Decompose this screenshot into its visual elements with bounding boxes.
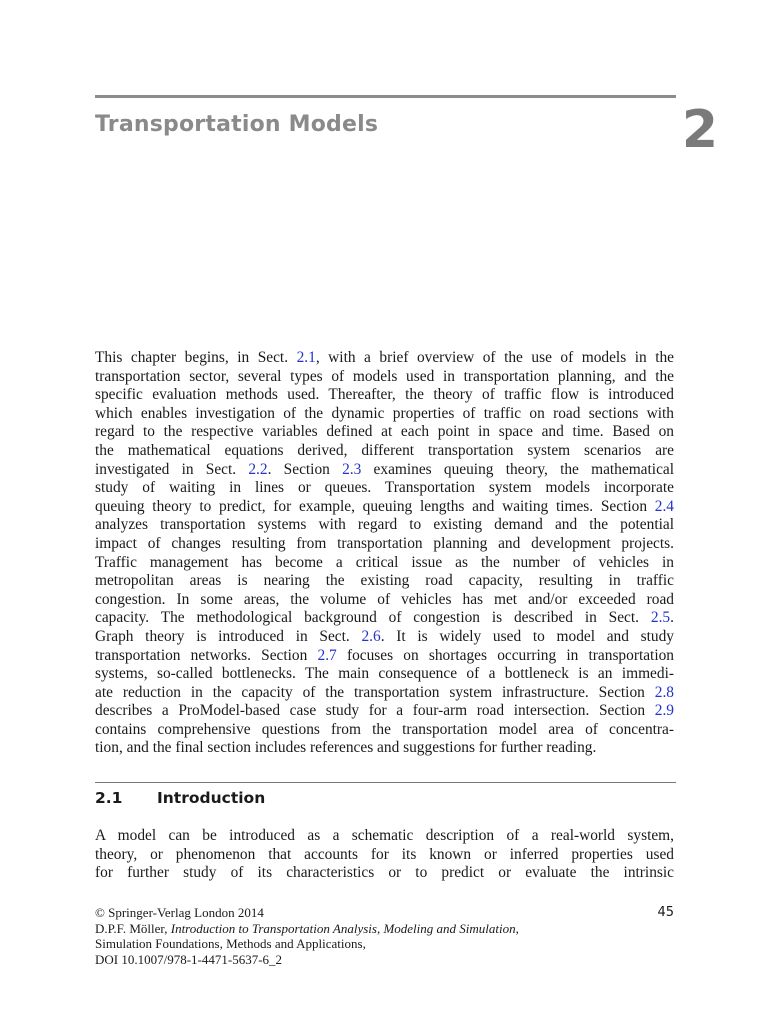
copyright-line: © Springer-Verlag London 2014: [95, 905, 264, 920]
abstract-text: queuing theory to predict, for example, queuing lengths and waiting times. Section: [95, 497, 655, 515]
citation-line: [95, 921, 674, 937]
section-xref-link[interactable]: 2.9: [654, 702, 674, 720]
abstract-line: [95, 665, 674, 684]
author: D.P.F. Möller,: [95, 920, 171, 936]
chapter-top-rule: [95, 95, 676, 98]
abstract-line: [95, 516, 674, 535]
abstract-text: study of waiting in lines or queues. Transportation system models incorporate: [95, 479, 674, 497]
section-xref-link[interactable]: 2.8: [654, 683, 674, 701]
page-number: 45: [657, 905, 674, 920]
section-number: 2.1: [95, 789, 123, 807]
section-heading: [95, 789, 265, 807]
abstract-text: ate reduction in the capacity of the transportation system infrastructure. Section: [95, 683, 655, 701]
abstract-text: This chapter begins, in Sect.: [95, 349, 297, 366]
abstract-text: contains comprehensive questions from the transportation model area of concentra-: [95, 720, 674, 738]
abstract-text: which enables investigation of the dynamic properties of traffic on road sections with: [95, 404, 674, 422]
abstract-text: investigated in Sect.: [95, 460, 249, 478]
abstract-text: the mathematical equations derived, different transportation system scenarios are: [95, 441, 674, 459]
section-title: Introduction: [157, 789, 266, 807]
section-xref-link[interactable]: 2.4: [654, 497, 674, 515]
book-title-suffix: ,: [515, 920, 519, 936]
abstract-text: .: [670, 609, 674, 627]
abstract-line: [95, 739, 674, 758]
abstract-line: [95, 628, 674, 647]
abstract-text: describes a ProModel-based case study for a four-arm road intersection. Section: [95, 702, 655, 720]
abstract-line: [95, 405, 674, 424]
abstract-line: [95, 423, 674, 442]
abstract-text: Graph theory is introduced in Sect.: [95, 627, 362, 645]
abstract-text: impact of changes resulting from transportation planning and development projects.: [95, 534, 674, 552]
intro-paragraph: [95, 827, 674, 883]
abstract-text: tion, and the final section includes references and suggestions for further reading.: [95, 739, 597, 757]
section-rule: [95, 782, 676, 783]
abstract-line: [95, 479, 674, 498]
series-line: Simulation Foundations, Methods and Applications,: [95, 936, 366, 952]
abstract-line: [95, 461, 674, 480]
section-xref-link[interactable]: 2.2: [248, 460, 268, 478]
abstract-text: congestion. In some areas, the volume of vehicles has met and/or exceeded road: [95, 590, 674, 608]
abstract-text: specific evaluation methods used. Thereafter, the theory of traffic flow is introduced: [95, 386, 674, 404]
doi-line: DOI 10.1007/978-1-4471-5637-6_2: [95, 951, 283, 967]
abstract-text: transportation sector, several types of models used in transportation planning, and the: [95, 367, 674, 385]
abstract-text: . It is widely used to model and study: [380, 627, 674, 645]
section-xref-link[interactable]: 2.3: [342, 460, 362, 478]
abstract-text: , with a brief overview of the use of models in the: [315, 349, 675, 366]
abstract-text: metropolitan areas is nearing the existing road capacity, resulting in traffic: [95, 572, 674, 590]
section-xref-link[interactable]: 2.5: [650, 609, 671, 627]
abstract-line: [95, 386, 674, 405]
abstract-line: [95, 572, 674, 591]
intro-line: for further study of its characteristics or to predict or evaluate the intrinsic: [95, 864, 674, 882]
abstract-line: [95, 647, 674, 666]
abstract-text: capacity. The methodological background of congestion is described in Sect.: [95, 609, 651, 627]
page-footer: [95, 905, 674, 967]
abstract-text: transportation networks. Section: [95, 646, 318, 664]
abstract-line: [95, 442, 674, 461]
abstract-text: systems, so-called bottlenecks. The main consequence of a bottleneck is an immedi-: [95, 665, 674, 683]
abstract-line: [95, 684, 674, 703]
abstract-text: focuses on shortages occurring in transportation: [336, 646, 674, 664]
abstract-text: regard to the respective variables defined at each point in space and time. Based on: [95, 423, 674, 441]
abstract-line: [95, 368, 674, 387]
intro-line: A model can be introduced as a schematic description of a real-world system,: [95, 827, 674, 844]
chapter-number: 2: [681, 100, 718, 160]
abstract-text: analyzes transportation systems with regard to existing demand and the potential: [95, 516, 674, 534]
abstract-text: examines queuing theory, the mathematical: [361, 460, 675, 478]
abstract-line: [95, 721, 674, 740]
abstract-text: . Section: [267, 460, 343, 478]
book-title: Introduction to Transportation Analysis, Modeling and Simulation: [170, 920, 516, 936]
chapter-abstract: [95, 349, 674, 758]
abstract-line: [95, 609, 674, 628]
section-xref-link[interactable]: 2.6: [361, 627, 381, 645]
abstract-line: [95, 498, 674, 517]
section-xref-link[interactable]: 2.1: [296, 349, 316, 366]
abstract-line: [95, 535, 674, 554]
intro-line: theory, or phenomenon that accounts for its known or inferred properties used: [95, 845, 674, 863]
abstract-text: Traffic management has become a critical issue as the number of vehicles in: [95, 553, 674, 571]
abstract-line: [95, 591, 674, 610]
abstract-line: [95, 554, 674, 573]
chapter-title: Transportation Models: [95, 112, 379, 137]
section-xref-link[interactable]: 2.7: [317, 646, 337, 664]
abstract-line: [95, 349, 674, 368]
abstract-line: [95, 702, 674, 721]
